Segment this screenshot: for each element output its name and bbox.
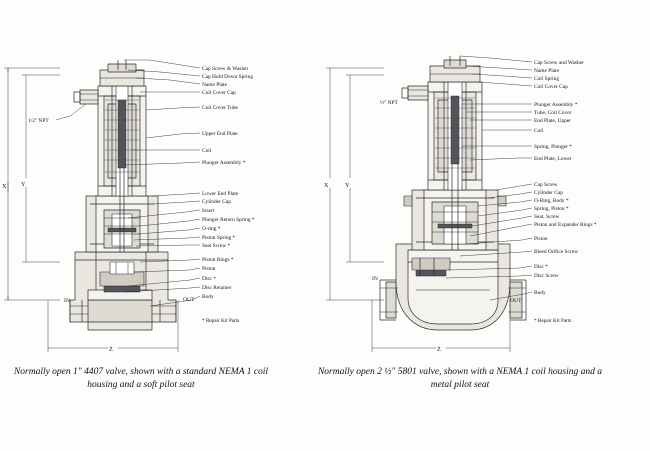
valve-drawing-left: [0, 0, 320, 400]
callout-label: Cap Screw and Washer: [534, 60, 584, 66]
callout-label: Piston and Expander Rings *: [534, 222, 597, 228]
dimension-x-label: X: [2, 183, 7, 190]
figure-caption-right: Normally open 2 ½" 5801 valve, shown with a NEMA 1 coil housing and a metal pilot seat: [317, 367, 603, 390]
callout-label: Plunger Return Spring *: [202, 217, 255, 223]
figure-right: [320, 0, 650, 400]
inlet-port-label: IN: [372, 276, 378, 282]
outlet-port-label: OUT: [510, 298, 522, 304]
outlet-port-label: OUT: [183, 297, 195, 303]
callout-label: Coil Spring: [534, 76, 560, 82]
dimension-z-label: Z: [437, 346, 441, 353]
callout-label: Body: [202, 294, 214, 300]
callout-label: Spring, Plunger *: [534, 144, 572, 150]
callout-label: Cylinder Cap: [534, 190, 563, 196]
callout-label: Piston Rings *: [202, 257, 234, 263]
figure-caption-left: Normally open 1" 4407 valve, shown with a standard NEMA 1 coil housing and a soft pilot seat: [13, 367, 269, 390]
valve-body-left: [70, 252, 176, 330]
callout-label: Seat, Screw: [534, 214, 560, 220]
callout-label: Disc Retainer: [202, 285, 232, 291]
pipe-size-label: ½" NPT: [380, 100, 398, 106]
callout-label: Spring, Piston *: [534, 206, 569, 212]
callout-label: Tube, Coil Cover: [534, 110, 572, 116]
pipe-size-label: 1/2" NPT: [28, 118, 49, 124]
cylinder-section-left: [86, 196, 158, 252]
callout-label: Coil Cover Tube: [202, 105, 238, 111]
inlet-port-label: IN: [64, 298, 70, 304]
callout-label: Piston Spring *: [202, 235, 236, 241]
callout-label: End Plate, Lower: [534, 156, 572, 162]
dimension-x-label: X: [324, 182, 329, 189]
repair-kit-note: * Repair Kit Parts: [534, 318, 572, 324]
callout-label: Cap Hold Down Spring: [202, 74, 254, 80]
callout-label: Cap Screw & Washer: [202, 66, 249, 72]
valve-drawing-right: [320, 0, 650, 400]
callout-label: Name Plate: [534, 68, 559, 74]
callout-label: Coil: [534, 128, 544, 134]
callout-label: O-ring *: [202, 226, 221, 232]
callout-label: Disc *: [534, 264, 548, 270]
callout-label: Insert: [202, 208, 215, 214]
callout-label: Seat Screw *: [202, 243, 231, 249]
callout-label: Piston: [534, 236, 548, 242]
callout-label: Piston: [202, 266, 216, 272]
callout-label: Cylinder Cap: [202, 199, 231, 205]
dimension-y-label: Y: [345, 182, 350, 189]
callout-label: End Plate, Upper: [534, 118, 571, 124]
figure-left: [0, 0, 320, 400]
callout-label: Disc Screw: [534, 273, 559, 279]
callout-label: Coil Cover Cap: [202, 90, 236, 96]
callout-label: Lower End Plate: [202, 191, 239, 197]
callout-label: Plunger Assembly *: [534, 102, 578, 108]
dimension-y-label: Y: [21, 181, 26, 188]
dimension-z-label: Z: [109, 346, 113, 353]
callout-label: Disc *: [202, 276, 216, 282]
callout-label: Body: [534, 290, 546, 296]
callout-label: Upper End Plate: [202, 131, 238, 137]
callout-label: Coil Cover Cap: [534, 84, 568, 90]
callout-label: Coil: [202, 148, 212, 154]
coil-housing-right: [402, 56, 482, 190]
callout-label: Plunger Assembly *: [202, 160, 246, 166]
callout-label: Bleed Orifice Screw: [534, 249, 579, 255]
coil-housing-left: [74, 60, 146, 196]
callout-label: Name Plate: [202, 82, 227, 88]
callout-label: Cap Screw: [534, 182, 558, 188]
repair-kit-note: * Repair Kit Parts: [202, 318, 240, 324]
callout-label: O-Ring, Body *: [534, 198, 569, 204]
cylinder-section-right: [404, 190, 506, 250]
valve-body-right: [380, 244, 526, 330]
